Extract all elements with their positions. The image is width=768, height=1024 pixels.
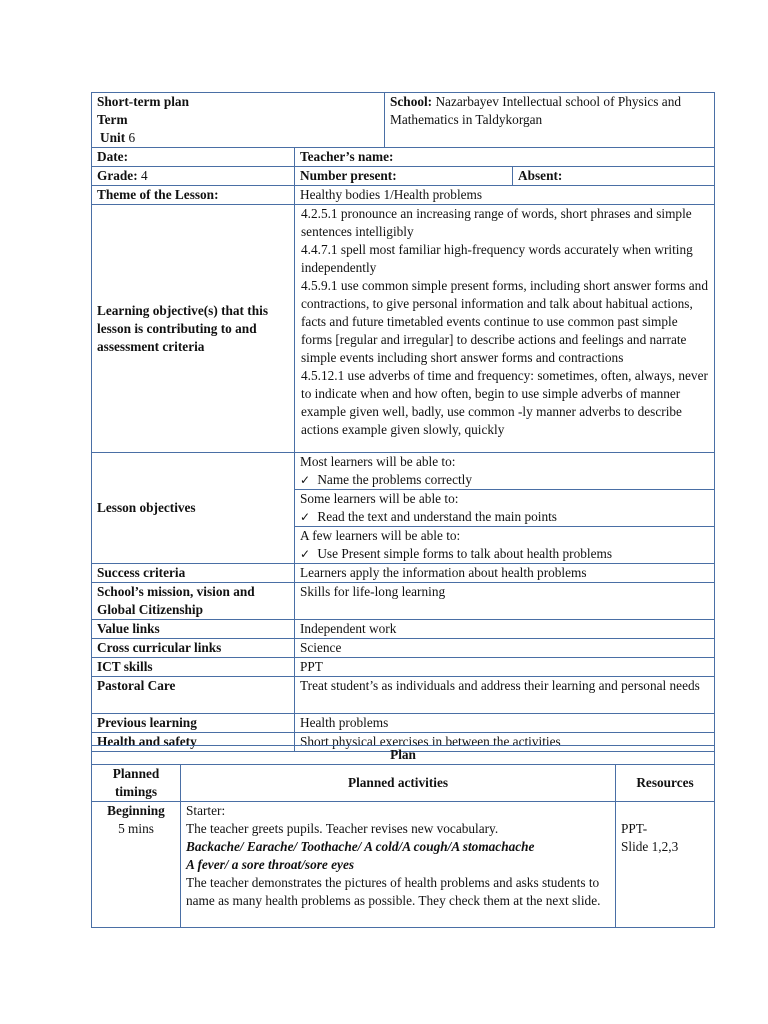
health-safety-value: Short physical exercises in between the activities (295, 733, 715, 752)
col-planned-timings: Planned timings (92, 765, 181, 802)
unit-label: Unit (100, 130, 126, 145)
number-present-label: Number present: (295, 167, 513, 186)
resources-line-1: PPT- (621, 821, 648, 836)
school-value: Nazarbayev Intellectual school of Physics and Mathematics in Taldykorgan (390, 94, 681, 127)
school-label: School: (390, 94, 433, 109)
lesson-objective-text: Read the text and understand the main points (317, 509, 557, 524)
learning-objective-3: 4.5.9.1 use common simple present forms, including short answer forms and contractions, to give personal information and talk about habitual actions, facts and future timetabled events continue to use common past simple forms [regular and irregular] to describe actions and feelings and narrate simple events including short answer forms and contractions (301, 278, 708, 365)
learning-objective-4: 4.5.12.1 use adverbs of time and frequency: sometimes, often, always, never to indicate when and how often, begin to use simple adverbs of manner example given well, badly, use common -ly manner adverbs to describe actions example given slowly, quickly (301, 368, 708, 437)
teacher-name-label: Teacher’s name: (295, 148, 715, 167)
stage-label: Beginning (107, 803, 165, 818)
learning-objective-2: 4.4.7.1 spell most familiar high-frequency words accurately when writing independently (301, 242, 693, 275)
check-icon: ✓ (300, 547, 311, 561)
lesson-objective-most (295, 453, 715, 490)
starter-label: Starter: (186, 803, 226, 818)
learning-objective-1: 4.2.5.1 pronounce an increasing range of words, short phrases and simple sentences intelligibly (301, 206, 692, 239)
greet-text: The teacher greets pupils. Teacher revises new vocabulary. (186, 821, 499, 836)
lesson-objective-text: Name the problems correctly (317, 472, 473, 487)
lesson-objective-text: Use Present simple forms to talk about health problems (317, 546, 613, 561)
lesson-objective-item (300, 471, 709, 489)
col-planned-activities: Planned activities (181, 765, 616, 802)
vocab-line-2: A fever/ a sore throat/sore eyes (186, 857, 355, 872)
pastoral-care-value: Treat student’s as individuals and address their learning and personal needs (295, 677, 715, 714)
plan-table (91, 745, 715, 928)
learning-objectives-cell (295, 205, 715, 453)
success-criteria-value: Learners apply the information about health problems (295, 564, 715, 583)
col-resources: Resources (616, 765, 715, 802)
pastoral-care-label: Pastoral Care (92, 677, 295, 714)
learning-objectives-label: Learning objective(s) that this lesson is contributing to and assessment criteria (92, 205, 295, 453)
lesson-objectives-label: Lesson objectives (92, 453, 295, 564)
mission-value: Skills for life-long learning (295, 583, 715, 620)
theme-value: Healthy bodies 1/Health problems (295, 186, 715, 205)
grade-label: Grade: (97, 168, 138, 183)
ict-skills-label: ICT skills (92, 658, 295, 677)
lesson-objective-intro: Most learners will be able to: (300, 454, 456, 469)
check-icon: ✓ (300, 473, 311, 487)
plan-title: Plan (92, 746, 715, 765)
lesson-objective-intro: A few learners will be able to: (300, 528, 461, 543)
value-links-value: Independent work (295, 620, 715, 639)
check-icon: ✓ (300, 510, 311, 524)
previous-learning-label: Previous learning (92, 714, 295, 733)
theme-label: Theme of the Lesson: (92, 186, 295, 205)
absent-label: Absent: (513, 167, 715, 186)
school-cell (385, 93, 715, 148)
lesson-objective-item (300, 545, 709, 563)
value-links-label: Value links (92, 620, 295, 639)
health-safety-label: Health and safety (92, 733, 295, 752)
grade-cell (92, 167, 295, 186)
stage-duration: 5 mins (118, 821, 154, 836)
grade-value: 4 (140, 168, 148, 183)
timing-cell (92, 802, 181, 928)
success-criteria-label: Success criteria (92, 564, 295, 583)
demo-text: The teacher demonstrates the pictures of health problems and asks students to name as many health problems as possible. They check them at the next slide. (186, 875, 601, 908)
lesson-objective-intro: Some learners will be able to: (300, 491, 459, 506)
cross-curricular-value: Science (295, 639, 715, 658)
vocab-line-1: Backache/ Earache/ Toothache/ A cold/A cough/A stomachache (186, 839, 535, 854)
cross-curricular-label: Cross curricular links (92, 639, 295, 658)
mission-label: School’s mission, vision and Global Citizenship (92, 583, 295, 620)
lesson-objective-some (295, 490, 715, 527)
activities-cell (181, 802, 616, 928)
resources-line-2: Slide 1,2,3 (621, 839, 679, 854)
date-label: Date: (92, 148, 295, 167)
lesson-objective-item (300, 508, 709, 526)
unit-line (97, 129, 379, 147)
plan-header-cell (92, 93, 385, 148)
previous-learning-value: Health problems (295, 714, 715, 733)
short-term-plan-label: Short-term plan (97, 94, 189, 109)
unit-value: 6 (128, 130, 136, 145)
resources-cell (616, 802, 715, 928)
lesson-info-table (91, 92, 715, 752)
term-label: Term (97, 112, 128, 127)
ict-skills-value: PPT (295, 658, 715, 677)
lesson-objective-few (295, 527, 715, 564)
